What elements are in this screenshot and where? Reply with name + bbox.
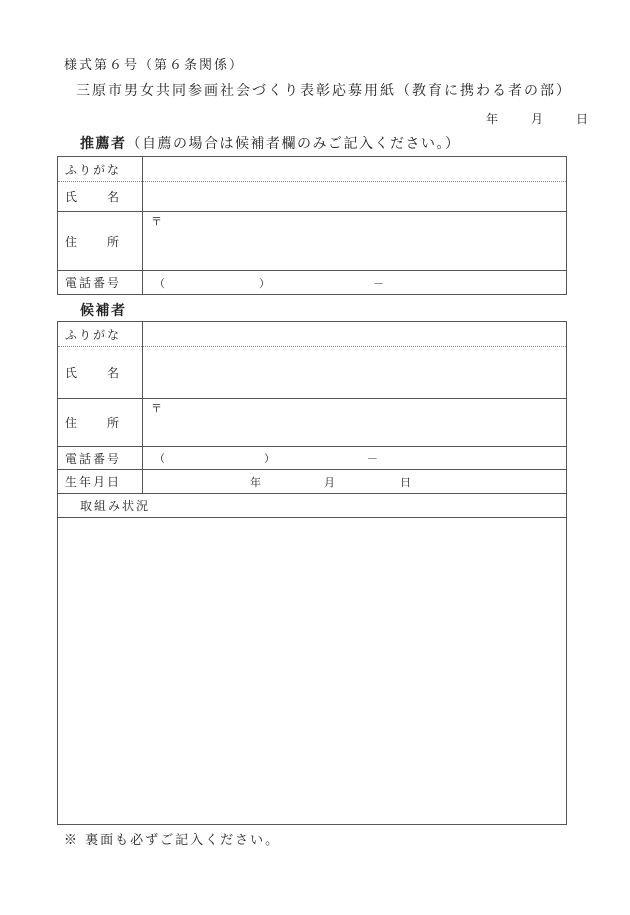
candidate-postal-mark: 〒 bbox=[151, 402, 162, 415]
recommender-name-label: 氏 名 bbox=[58, 182, 143, 212]
candidate-dob-label: 生年月日 bbox=[58, 470, 143, 494]
footer-note: ※ 裏面も必ずご記入ください。 bbox=[64, 833, 281, 848]
recommender-heading: 推薦者 bbox=[80, 136, 127, 152]
candidate-phone-close-paren: ） bbox=[264, 452, 275, 465]
candidate-table bbox=[57, 321, 567, 825]
date-month-label: 月 bbox=[531, 112, 544, 126]
candidate-address-field[interactable] bbox=[143, 399, 567, 447]
recommender-postal-mark: 〒 bbox=[151, 215, 162, 228]
date-year-label: 年 bbox=[486, 112, 499, 126]
date-day-label: 日 bbox=[576, 112, 589, 126]
candidate-address-label: 住 所 bbox=[58, 399, 143, 447]
form-number: 様式第６号（第６条関係） bbox=[64, 58, 245, 73]
candidate-name-field[interactable] bbox=[143, 347, 567, 399]
recommender-table bbox=[57, 156, 567, 295]
recommender-note: （自薦の場合は候補者欄のみご記入ください。） bbox=[126, 136, 461, 152]
candidate-heading: 候補者 bbox=[80, 303, 127, 319]
recommender-phone-field[interactable] bbox=[143, 271, 567, 295]
form-title: 三原市男女共同参画社会づくり表彰応募用紙（教育に携わる者の部） bbox=[76, 83, 572, 99]
recommender-phone-label: 電話番号 bbox=[58, 271, 143, 295]
candidate-name-label: 氏 名 bbox=[58, 347, 143, 399]
recommender-phone-open-paren: （ bbox=[154, 276, 165, 290]
recommender-address-label: 住 所 bbox=[58, 212, 143, 271]
recommender-section-label bbox=[80, 133, 461, 153]
candidate-section-label bbox=[80, 300, 127, 320]
candidate-phone-open-paren: （ bbox=[154, 452, 165, 465]
candidate-activities-field[interactable] bbox=[58, 518, 567, 825]
candidate-phone-field[interactable] bbox=[143, 447, 567, 470]
recommender-furigana-field[interactable] bbox=[143, 157, 567, 182]
recommender-phone-dash: － bbox=[373, 276, 384, 290]
candidate-dob-month: 月 bbox=[324, 475, 335, 489]
candidate-phone-dash: － bbox=[367, 452, 378, 465]
recommender-furigana-label: ふりがな bbox=[58, 157, 143, 182]
candidate-activities-label: 取組み状況 bbox=[58, 494, 567, 518]
candidate-dob-year: 年 bbox=[250, 475, 261, 489]
candidate-dob-day: 日 bbox=[400, 475, 411, 489]
recommender-address-field[interactable] bbox=[143, 212, 567, 271]
recommender-phone-close-paren: ） bbox=[259, 276, 270, 290]
candidate-furigana-field[interactable] bbox=[143, 322, 567, 347]
recommender-name-field[interactable] bbox=[143, 182, 567, 212]
candidate-furigana-label: ふりがな bbox=[58, 322, 143, 347]
candidate-phone-label: 電話番号 bbox=[58, 447, 143, 470]
candidate-dob-field[interactable] bbox=[143, 470, 567, 494]
